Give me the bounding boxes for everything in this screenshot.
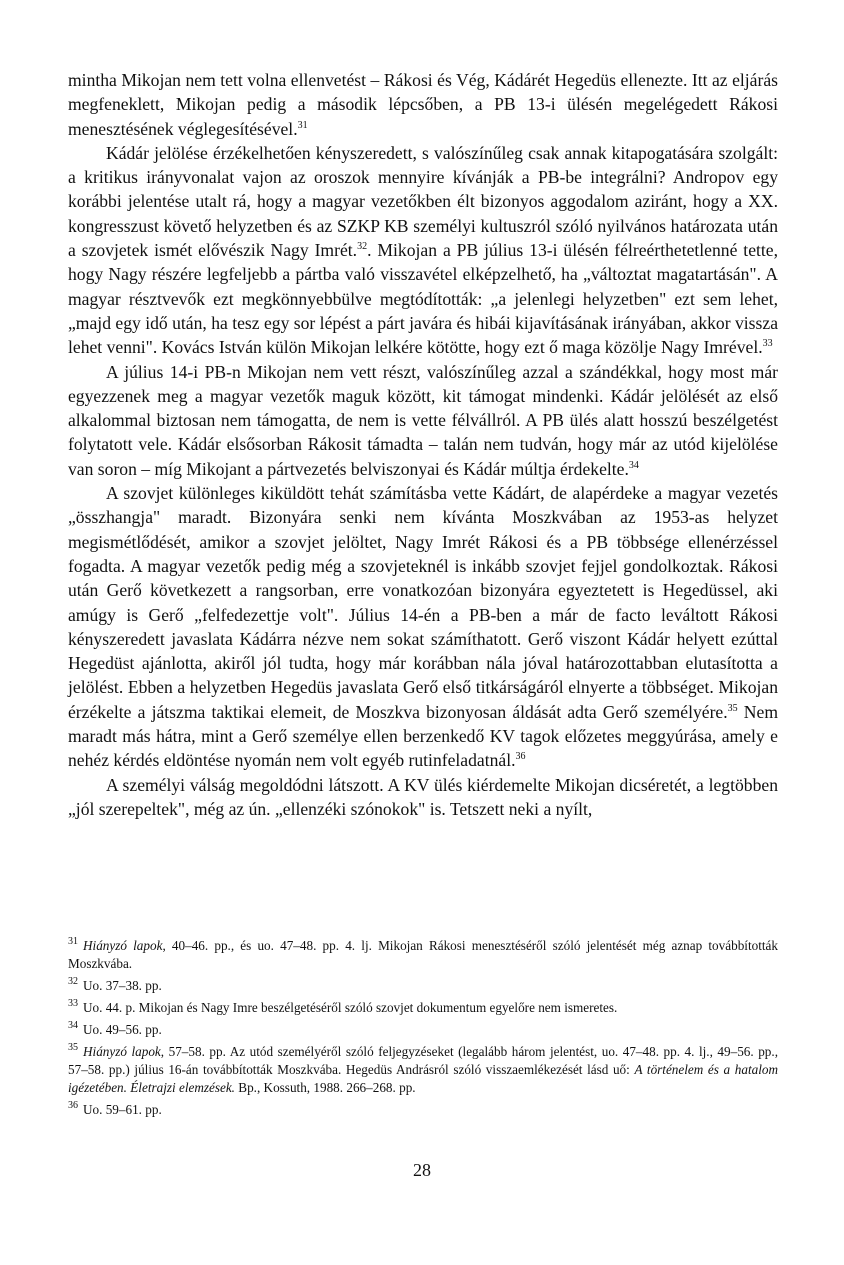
footnote-ref: 35 — [727, 702, 738, 714]
paragraph — [68, 141, 778, 360]
footnote — [68, 937, 778, 973]
paragraph — [68, 360, 778, 481]
text-run: Kádár jelölése érzékelhetően kényszeredett, s valószínűleg csak annak kitapogatására szolgált: a kritikus irányvonalat vajon az oroszok mennyire kívánják a PB-be integrálni? Andropov egy korábbi jelentése utalt rá, hogy a magyar vezetőkben élt bizonyos aggodalom aziránt, hogy a XX. kongresszust követő helyzetben és az SZKP KB személyi kultuszról szóló nyilvános határozata után a szovjetek ismét elővészik Nagy Imrét. — [68, 142, 778, 261]
text-run: mintha Mikojan nem tett volna ellenvetést – Rákosi és Vég, Kádárét Hegedüs ellenezte. Itt az eljárás megfeneklett, Mikojan pedig a második lépcsőben, a PB 13-i ülésén megelégedett Rákosi menesztésének véglegesítésével. — [68, 70, 778, 139]
paragraph — [68, 773, 778, 822]
italic-text: Hiányzó lapok — [83, 1044, 161, 1059]
footnote — [68, 1101, 778, 1119]
footnote — [68, 1043, 778, 1097]
footnote — [68, 977, 778, 995]
text-run: Uo. 37–38. pp. — [83, 978, 162, 993]
footnote-ref: 31 — [297, 119, 308, 131]
footnote-number: 36 — [68, 1100, 78, 1111]
footnote-ref: 32 — [357, 241, 368, 253]
footnote-number: 31 — [68, 936, 78, 947]
footnote — [68, 1021, 778, 1039]
text-run: A július 14-i PB-n Mikojan nem vett részt, valószínűleg azzal a szándékkal, hogy most már egyezzenek meg a magyar vezetők maguk között, kit támogat mindenki. Kádár jelölését az első alkalommal biztosan nem támogatta, de nem is vette félvállról. A PB ülés alatt hosszú beszélgetést folytatott vele. Kádár elsősorban Rákosit támadta – talán nem tudván, hogy már az utód kijelölése van soron – míg Mikojant a pártvezetés belviszonyai és Kádár múltja érdekelte. — [68, 361, 778, 479]
page-body — [68, 68, 778, 821]
footnote-number: 32 — [68, 976, 78, 987]
text-run: A szovjet különleges kiküldött tehát számításba vette Kádárt, de alapérdeke a magyar vezetés „összhangja" maradt. Bizonyára senki nem kívánta Moszkvában az 1953-as helyzet megismétlődését, amikor a szovjet jelöltet, Nagy Imrét Rákosi és a PB többsége ellenérzéssel fogadta. A magyar vezetők pedig még a szovjeteknél is inkább szovjet fejjel gondolkoztak. Rákosi után Gerő következett a rangsorban, erre vonatkozóan bizonyára egyeztetett is Hegedüssel, aki amúgy is Gerő „felfedezettje volt". Július 14-én a PB-ben a már de facto leváltott Rákosi kényszeredett javaslata Kádárra nézve nem sokat számíthatott. Gerő viszont Kádár helyett ezúttal Hegedüst ajánlotta, akiről jól tudta, hogy már korábban nála jóval határozottabban elutasította a jelölést. Ebben a helyzetben Hegedüs javaslata Gerő első titkárságáról elnyerte a többséget. Mikojan érzékelte a játszma taktikai elemeit, de Moszkva bizonyosan áldását adta Gerő személyére. — [68, 483, 778, 722]
footnote-number: 34 — [68, 1020, 78, 1031]
main-text — [68, 68, 778, 821]
footnote-number: 33 — [68, 998, 78, 1009]
footnotes — [68, 937, 778, 1123]
text-run: A személyi válság megoldódni látszott. A KV ülés kiérdemelte Mikojan dicséretét, a legtöbben „jól szerepeltek", még az ún. „ellenzéki szónokok" is. Tetszett neki a nyílt, — [68, 774, 778, 819]
text-run: Uo. 49–56. pp. — [83, 1022, 162, 1037]
text-run: Bp., Kossuth, 1988. 266–268. pp. — [234, 1080, 416, 1095]
text-run: , 57–58. pp. Az utód személyéről szóló feljegyzéseket (legalább három jelentést, uo. 47–48. pp. 4. lj., 49–56. pp., 57–58. pp.) július 16-án továbbították Moszkvába. Hegedüs Andrásról szóló visszaemlékezését lásd uő: — [68, 1044, 778, 1077]
paragraph — [68, 481, 778, 773]
footnote-ref: 36 — [515, 751, 526, 763]
footnote-number: 35 — [68, 1042, 78, 1053]
italic-text: A történelem és a hatalom igézetében. Életrajzi elemzések. — [68, 1062, 778, 1095]
page-number: 28 — [413, 1160, 431, 1180]
footnote — [68, 999, 778, 1017]
text-run: , 40–46. pp., és uo. 47–48. pp. 4. lj. Mikojan Rákosi menesztéséről szóló jelentését még aznap továbbították Moszkvába. — [68, 938, 778, 971]
text-run: Nem maradt más hátra, mint a Gerő személye ellen berzenkedő KV tagok előzetes meggyúrása, amely e nehéz kérdés eldöntése nyomán nem volt egyéb rutinfeladatnál. — [68, 701, 779, 771]
text-run: Uo. 44. p. Mikojan és Nagy Imre beszélgetéséről szóló szovjet dokumentum egyelőre nem ismeretes. — [83, 1000, 618, 1015]
footnote-ref: 33 — [762, 338, 773, 350]
footnote-ref: 34 — [628, 459, 639, 471]
text-run: Uo. 59–61. pp. — [83, 1102, 162, 1117]
italic-text: Hiányzó lapok — [83, 938, 163, 953]
text-run: . Mikojan a PB július 13-i ülésén félreérthetetlenné tette, hogy Nagy részére legfeljebb a pártba való visszavétel elképzelhető, ha „változtat magatartásán". A magyar résztvevők ezt megkönnyebbülve megtódították: „a jelenlegi helyzetben" ezt sem lehet, „majd egy idő után, ha tesz egy sor lépést a párt javára és hibái kijavításának irányában, akkor vissza lehet venni". Kovács István külön Mikojan lelkére kötötte, hogy ezt ő maga közölje Nagy Imrével. — [68, 240, 778, 358]
paragraph — [68, 68, 778, 141]
